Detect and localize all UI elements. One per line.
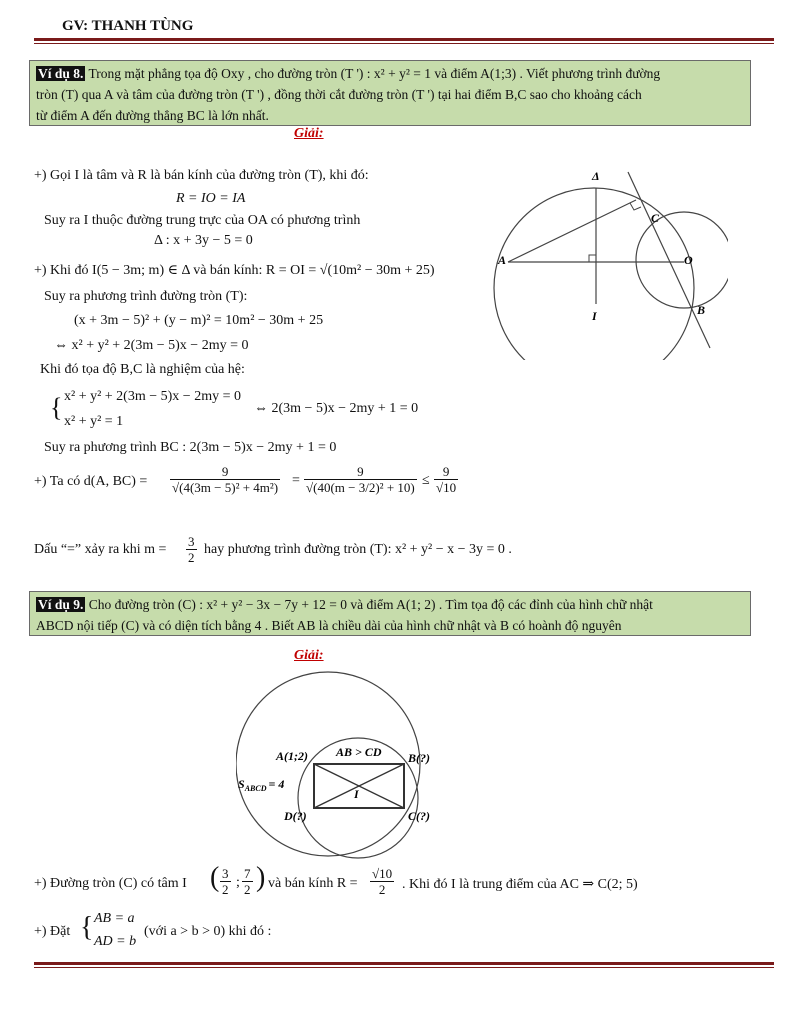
cx-num: 3 [222,866,229,881]
set-brace: { [80,912,94,943]
cx-den: 2 [222,882,229,897]
ex8-distance-fraction-2 [304,464,417,495]
ex8-distance-fraction-3 [434,464,458,495]
example-9-tag: Ví dụ 9. [38,597,84,612]
ex9-step-2-post: (với a > b > 0) khi đó : [144,924,272,939]
radius-fraction [370,866,394,897]
cy-num: 7 [244,866,251,881]
frac-1-den: √(4(3m − 5)² + 4m²) [172,480,279,495]
ex9-step-2-prefix: +) Đặt [34,924,71,939]
semicolon: ; [236,875,240,890]
ex8-step-4: Δ : x + 3y − 5 = 0 [154,233,253,248]
frac-3-den: √10 [436,480,457,495]
ex9-step-1-mid: và bán kính R = [268,876,358,891]
ex8-step-2: R = IO = IA [176,191,246,206]
ex9-ad-equals-b: AD = b [94,934,137,949]
example-8-solution-label: Giải: [294,126,324,141]
ex8-step-9: Khi đó tọa độ B,C là nghiệm của hệ: [40,362,245,377]
right-angle-mark-1 [589,255,596,262]
ex8-system-result: ⇔ 2(3m − 5)x − 2my + 1 = 0 [254,401,419,416]
example-9-problem-line-1: Cho đường tròn (C) : x² + y² − 3x − 7y + 12 = 0 và điểm A(1; 2) . Tìm tọa độ các đỉnh của hình chữ nhật [85,597,653,612]
example-9-problem-box [29,591,751,636]
header-divider [34,38,774,41]
ex8-circle-figure [488,160,728,360]
frac-3-num: 9 [434,464,458,480]
frac-1-num: 9 [170,464,280,480]
ex8-m-fraction [186,534,197,565]
leq-sign: ≤ [422,473,430,488]
label-C: C [651,211,660,225]
frac-2-den: √(40(m − 3/2)² + 10) [306,480,415,495]
system-brace: { [50,393,63,422]
example-8-problem-line-1: Trong mặt phẳng tọa độ Oxy , cho đường tròn (T ') : x² + y² = 1 và điểm A(1;3) . Viết phương trình đường [85,66,661,81]
right-angle-mark-2 [630,203,641,210]
label-A: A [498,253,507,267]
ex8-system-eq-1: x² + y² + 2(3m − 5)x − 2my = 0 [64,389,241,404]
r-num: √10 [372,866,393,881]
center-y-fraction [242,866,253,897]
author-header: GV: THANH TÙNG [62,18,194,34]
ex8-step-8: ⇔ x² + y² + 2(3m − 5)x − 2my = 0 [54,338,249,353]
paren-close: ) [256,862,266,893]
line-BC [628,172,710,348]
label-O: O [684,253,693,267]
circle-T [494,188,694,360]
ex9-step-1-prefix: +) Đường tròn (C) có tâm I [34,876,187,891]
footer-divider-thin [34,967,774,968]
ex9-step-1-post: . Khi đó I là trung điểm của AC ⇒ C(2; 5) [402,877,638,892]
label-B: B [697,303,706,317]
frac-2-num: 9 [304,464,417,480]
circle-T-prime [636,212,728,308]
paren-open: ( [210,862,220,893]
footer-divider [34,962,774,965]
equals-sign: = [292,473,300,488]
r-den: 2 [378,882,386,897]
ex8-step-13-result: hay phương trình đường tròn (T): x² + y² − x − 3y = 0 . [204,542,512,557]
ex8-distance-fraction-1 [170,464,280,495]
ex8-step-1: +) Gọi I là tâm và R là bán kính của đường tròn (T), khi đó: [34,168,369,183]
cy-den: 2 [244,882,251,897]
ex8-step-11: Suy ra phương trình BC : 2(3m − 5)x − 2my + 1 = 0 [44,440,337,455]
ex8-step-12-prefix: +) Ta có d(A, BC) = [34,474,148,489]
label-I: I [592,309,597,323]
label-delta: Δ [592,169,600,183]
label-ab-cd: AB > CD [336,745,382,759]
label-I: I [354,787,359,801]
ex8-system-eq-2: x² + y² = 1 [64,414,124,429]
label-S: $S_{ABCD} = 4$ [238,777,285,793]
perpendicular-from-A [508,200,636,262]
header-divider-thin [34,43,774,44]
m-frac-den: 2 [188,550,195,565]
ex8-step-6: Suy ra phương trình đường tròn (T): [44,289,248,304]
m-frac-num: 3 [188,534,195,549]
example-9-solution-label: Giải: [294,648,324,663]
label-D: D(?) [284,809,307,823]
ex8-step-13-prefix: Dấu “=” xảy ra khi m = [34,542,167,557]
center-x-fraction [220,866,231,897]
example-8-tag: Ví dụ 8. [38,66,84,81]
ex8-step-5: +) Khi đó I(5 − 3m; m) ∈ Δ và bán kính: R = OI = √(10m² − 30m + 25) [34,263,435,278]
label-B: B(?) [408,751,430,765]
ex8-step-7: (x + 3m − 5)² + (y − m)² = 10m² − 30m + 25 [74,313,324,328]
ex8-step-3: Suy ra I thuộc đường trung trực của OA có phương trình [44,213,361,228]
example-9-problem-line-2: ABCD nội tiếp (C) và có diện tích bằng 4 . Biết AB là chiều dài của hình chữ nhật và B có hoành độ nguyên [36,618,622,633]
label-A: A(1;2) [276,749,308,763]
ex9-circle-figure [236,664,456,862]
example-8-problem-line-3: từ điểm A đến đường thẳng BC là lớn nhất. [36,108,269,123]
label-C: C(?) [408,809,430,823]
example-8-problem-line-2: tròn (T) qua A và tâm của đường tròn (T ') , đồng thời cắt đường tròn (T ') tại hai điểm B,C sao cho khoảng cách [36,87,642,102]
example-8-problem-box [29,60,751,126]
ex9-ab-equals-a: AB = a [94,911,135,926]
